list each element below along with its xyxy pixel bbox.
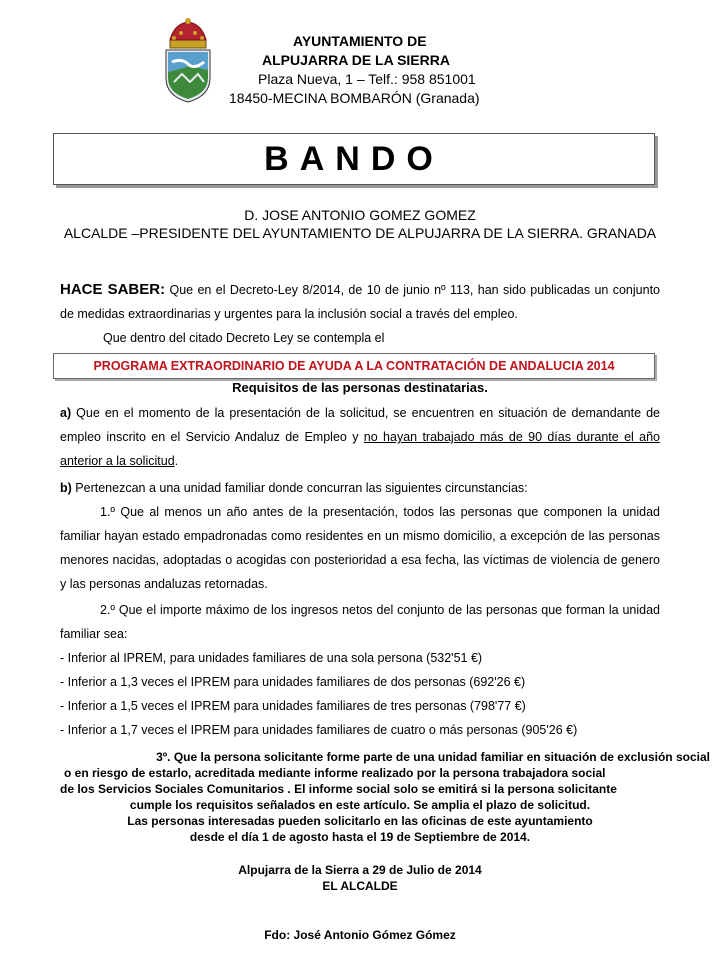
point-3-line6: desde el día 1 de agosto hasta el 19 de Septiembre de 2014. [189, 830, 531, 844]
point-3-line2: o en riesgo de estarlo, acreditada mediante informe realizado por la persona trabajadora social [64, 766, 606, 780]
req-a-end: . [174, 454, 179, 468]
signer-title: EL ALCALDE [322, 879, 398, 893]
income-limit-4: - Inferior a 1,7 veces el IPREM para unidades familiares de cuatro o más personas (905'26 €) [60, 723, 578, 737]
intro-paragraph [60, 278, 660, 326]
requirements-title: Requisitos de las personas destinatarias. [232, 380, 488, 395]
req-a-underlined: no hayan trabajado más de 90 días durante el año anterior a la solicitud [60, 430, 660, 468]
signature: Fdo: José Antonio Gómez Gómez [264, 928, 456, 942]
point-3-line1: 3º. Que la persona solicitante forme parte de una unidad familiar en situación de exclusión social [156, 750, 710, 764]
requirement-b [60, 476, 660, 500]
page-title: BANDO [264, 139, 444, 178]
income-limit-3: - Inferior a 1,5 veces el IPREM para unidades familiares de tres personas (798'77 €) [60, 699, 526, 713]
point-2: 2.º Que el importe máximo de los ingresos netos del conjunto de las personas que forman la unidad familiar sea: [60, 603, 660, 641]
intro-line2: Que dentro del citado Decreto Ley se contempla el [103, 331, 385, 345]
point-3-line3: de los Servicios Sociales Comunitarios . El informe social solo se emitirá si la persona solicitante [60, 782, 617, 796]
mayor-role: ALCALDE –PRESIDENTE DEL AYUNTAMIENTO DE ALPUJARRA DE LA SIERRA. GRANADA [63, 225, 657, 241]
title-box [53, 133, 655, 185]
point-3-line5: Las personas interesadas pueden solicitarlo en las oficinas de este ayuntamiento [127, 814, 593, 828]
point-1: 1.º Que al menos un año antes de la presentación, todos las personas que componen la unidad familiar hayan estado empadronadas como residentes en un mismo domicilio, a excepción de las personas menores nacidas, adoptadas o acogidas con posterioridad a esa fecha, las víctimas de violencia de genero y las personas andaluzas retornadas. [60, 505, 660, 591]
income-limit-2: - Inferior a 1,3 veces el IPREM para unidades familiares de dos personas (692'26 €) [60, 675, 526, 689]
point-3-line4: cumple los requisitos señalados en este artículo. Se amplia el plazo de solicitud. [129, 798, 591, 812]
mayor-name: D. JOSE ANTONIO GOMEZ GOMEZ [244, 207, 476, 223]
program-box [53, 353, 655, 379]
req-b-text: Pertenezcan a una unidad familiar donde concurran las siguientes circunstancias: [71, 481, 528, 495]
program-title: PROGRAMA EXTRAORDINARIO DE AYUDA A LA CONTRATACIÓN DE ANDALUCIA 2014 [93, 359, 615, 373]
req-b-label: b) [60, 481, 72, 495]
req-a-text: Que en el momento de la presentación de la solicitud, se encuentren en situación de demandante de empleo inscrito en el Servicio Andaluz de Empleo y [60, 406, 660, 444]
municipal-crest-icon [160, 18, 216, 104]
date-line: Alpujarra de la Sierra a 29 de Julio de 2014 [238, 863, 482, 877]
intro-lead: HACE SABER: [60, 281, 166, 298]
income-limit-1: - Inferior al IPREM, para unidades familiares de una sola persona (532'51 €) [60, 651, 483, 665]
header-address: Plaza Nueva, 1 – Telf.: 958 851001 [258, 71, 476, 87]
header-line1: AYUNTAMIENTO DE [293, 33, 427, 49]
header-city: 18450-MECINA BOMBARÓN (Granada) [229, 90, 480, 106]
intro-text: Que en el Decreto-Ley 8/2014, de 10 de junio nº 113, han sido publicadas un conjunto de medidas extraordinarias y urgentes para la inclusión social a través del empleo. [60, 283, 660, 321]
req-a-label: a) [60, 406, 72, 420]
header-line2: ALPUJARRA DE LA SIERRA [262, 52, 450, 68]
requirement-a [60, 401, 660, 473]
